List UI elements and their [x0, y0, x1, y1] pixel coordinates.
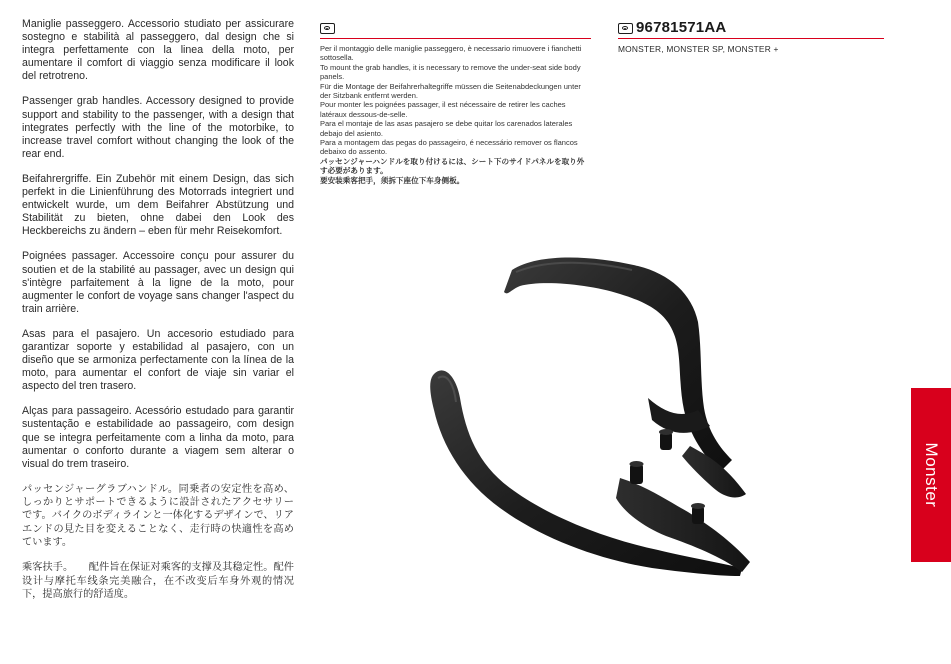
- note-es: Para el montaje de las asas pasajero se debe quitar los carenados laterales debajo del asiento.: [320, 119, 573, 138]
- note-it: Per il montaggio delle maniglie passeggero, è necessario rimuovere i fianchetti sottosella.: [320, 44, 582, 63]
- instruction-book-icon: [618, 23, 633, 34]
- section-tab-label: Monster: [922, 442, 941, 508]
- installation-notes: [320, 44, 591, 185]
- description-column: [22, 18, 294, 613]
- note-de: Für die Montage der Beifahrerhaltegriffe müssen die Seitenabdeckungen unter der Sitzbank entfernt werden.: [320, 81, 581, 101]
- description-it: Maniglie passeggero. Accessorio studiato per assicurare sostegno e stabilità al passeggero, dal design che si integra perfettamente con la linea della moto, per aumentare il comfort di viaggio senza modificare il look del retrotreno.: [22, 18, 294, 83]
- description-fr: Poignées passager. Accessoire conçu pour assurer du soutien et de la stabilité au passager, avec un design qui s'intègre parfaitement à la ligne de la moto, pour augmenter le confort de voyage sans changer l'aspect du train arrière.: [22, 250, 294, 315]
- description-es: Asas para el pasajero. Un accesorio estudiado para garantizar soporte y estabilidad al pasajero, con un diseño que se armoniza perfectamente con la línea de la moto, para aumentar el confort de viaje sin variar el aspecto del tren trasero.: [22, 327, 294, 393]
- description-en: Passenger grab handles. Accessory designed to provide support and stability to the passenger, with a design that integrates perfectly with the line of the motorbike, to increase travel comfort without changing the look of the rear end.: [22, 95, 294, 160]
- note-fr: Pour monter les poignées passager, il est nécessaire de retirer les caches latéraux dessous-de-selle.: [320, 100, 566, 119]
- note-zh: 要安装乘客把手，须拆下座位下车身侧板。: [320, 175, 465, 185]
- compatible-models: MONSTER, MONSTER SP, MONSTER +: [618, 44, 779, 54]
- description-zh: 乘客扶手。 配件旨在保证对乘客的支撑及其稳定性。配件设计与摩托车线条完美融合，在不改变后车身外观的情况下，提高旅行的舒适度。: [22, 562, 294, 600]
- notes-header-rule: [320, 22, 591, 39]
- grab-handles-image: [420, 250, 792, 590]
- rear-grab-handle: [504, 258, 746, 498]
- part-code-column: [618, 19, 884, 54]
- description-ja: パッセンジャーグラブハンドル。同乗者の安定性を高め、しっかりとサポートできるように設計されたアクセサリーです。バイクのボディラインと一体化するデザインで、リアエンドの見た目を変えることなく、走行時の快適性を高めています。: [22, 483, 294, 548]
- instruction-book-icon: [320, 23, 335, 34]
- part-number: 96781571AA: [636, 19, 727, 36]
- description-pt: Alças para passageiro. Acessório estudado para garantir sustentação e estabilidade ao passageiro, com design que se integra perfeitamente com a linha da moto, para aumentar o conforto durante a viagem sem alterar o visual do trem traseiro.: [22, 405, 294, 470]
- note-pt: Para a montagem das pegas do passageiro, é necessário remover os flancos debaixo do assento.: [320, 138, 578, 157]
- section-tab: [911, 388, 951, 562]
- description-de: Beifahrergriffe. Ein Zubehör mit einem Design, das sich perfekt in die Linienführung des Motorrads integriert und entwickelt wurde, um dem Beifahrer Abstützung und Stabilität zu bieten, ohne dabei den Look des Heckbereichs zu ändern – eben für mehr Reisekomfort.: [22, 172, 294, 238]
- note-en: To mount the grab handles, it is necessary to remove the under-seat side body panels.: [320, 62, 581, 82]
- installation-notes-column: [320, 22, 591, 185]
- part-code-header: [618, 19, 884, 39]
- note-ja: パッセンジャーハンドルを取り付けるには、シート下のサイドパネルを取り外す必要があります。: [320, 156, 585, 176]
